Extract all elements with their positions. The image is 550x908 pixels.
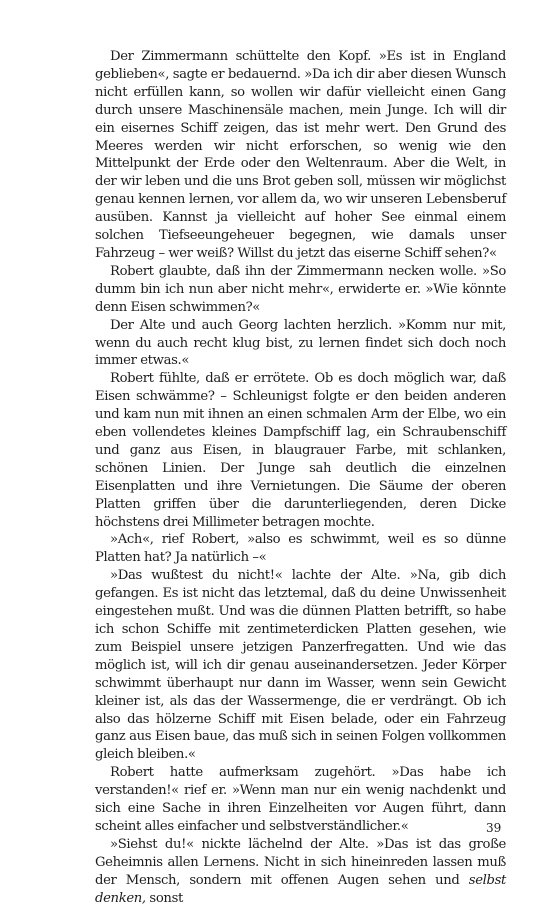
body-text	[95, 48, 506, 908]
paragraph-4: Robert fühlte, daß er errötete. Ob es doch möglich war, daß Eisen schwämme? – Schleunigst folgte er den beiden anderen und kam nun mit ihnen an einen schmalen Arm der Elbe, wo ein eben vollendetes kleines Dampfschiff lag, ein Schraubenschiff und ganz aus Eisen, in blaugrauer Farbe, mit schlanken, schönen Linien. Der Junge sah deutlich die einzelnen Eisenplatten und ihre Vernietungen. Die Säume der oberen Platten griffen über die darunterliegenden, deren Dicke höchstens drei Millimeter betragen mochte.	[95, 371, 506, 530]
paragraph-8-text-start: »Siehst du!« nickte lächelnd der Alte. »Das ist das große Geheimnis allen Lernens. Nicht in sich hineinreden lassen muß der Mensch, sondern mit offenen Augen sehen und	[95, 836, 506, 888]
emphasis-selbst-denken: selbst denken,	[95, 872, 506, 906]
paragraph-7: Robert hatte aufmerksam zugehört. »Das habe ich verstanden!« rief er. »Wenn man nur ein wenig nachdenkt und sich eine Sache in ihren Einzelheiten vor Augen führt, dann scheint alles einfacher und selbstverständlicher.«	[95, 765, 506, 834]
page-number: 39	[486, 821, 502, 835]
paragraph-1: Der Zimmermann schüttelte den Kopf. »Es ist in England geblieben«, sagte er bedauernd. »Da ich dir aber diesen Wunsch nicht erfüllen kann, so wollen wir dafür vielleicht einen Gang durch unsere Maschinensäle machen, mein Junge. Ich will dir ein eisernes Schiff zeigen, das ist mehr wert. Den Grund des Meeres werden wir nicht erforschen, so wenig wie den Mittelpunkt der Erde oder den Weltenraum. Aber die Welt, in der wir leben und die uns Brot geben soll, müssen wir möglichst genau kennen lernen, vor allem da, wo wir unseren Lebensberuf ausüben. Kannst ja vielleicht auf hoher See einmal einem solchen Tiefseeungeheuer begegnen, wie damals unser Fahrzeug – wer weiß? Willst du jetzt das eiserne Schiff sehen?«	[95, 49, 506, 261]
paragraph-8	[95, 836, 506, 908]
paragraph-8-text-end: sonst	[145, 890, 183, 906]
paragraph-2: Robert glaubte, daß ihn der Zimmermann necken wolle. »So dumm bin ich nun aber nicht mehr«, erwiderte er. »Wie könnte denn Eisen schwimmen?«	[95, 263, 506, 315]
paragraph-6: »Das wußtest du nicht!« lachte der Alte. »Na, gib dich gefangen. Es ist nicht das letztemal, daß du deine Unwissenheit eingestehen mußt. Und was die dünnen Platten betrifft, so habe ich schon Schiffe mit zentimeterdicken Platten gesehen, wie zum Beispiel unsere jetzigen Panzerfregatten. Und wie das möglich ist, will ich dir genau auseinandersetzen. Jeder Körper schwimmt überhaupt nur dann im Wasser, wenn sein Gewicht kleiner ist, als das der Wassermenge, die er verdrängt. Ob ich also das hölzerne Schiff mit Eisen belade, oder ein Fahrzeug ganz aus Eisen baue, das muß sich in seinen Folgen vollkommen gleich bleiben.«	[95, 568, 506, 763]
paragraph-5: »Ach«, rief Robert, »also es schwimmt, weil es so dünne Platten hat? Ja natürlich –«	[95, 532, 506, 566]
paragraph-3: Der Alte und auch Georg lachten herzlich. »Komm nur mit, wenn du auch recht klug bist, zu lernen findet sich doch noch immer etwas.«	[95, 317, 506, 369]
